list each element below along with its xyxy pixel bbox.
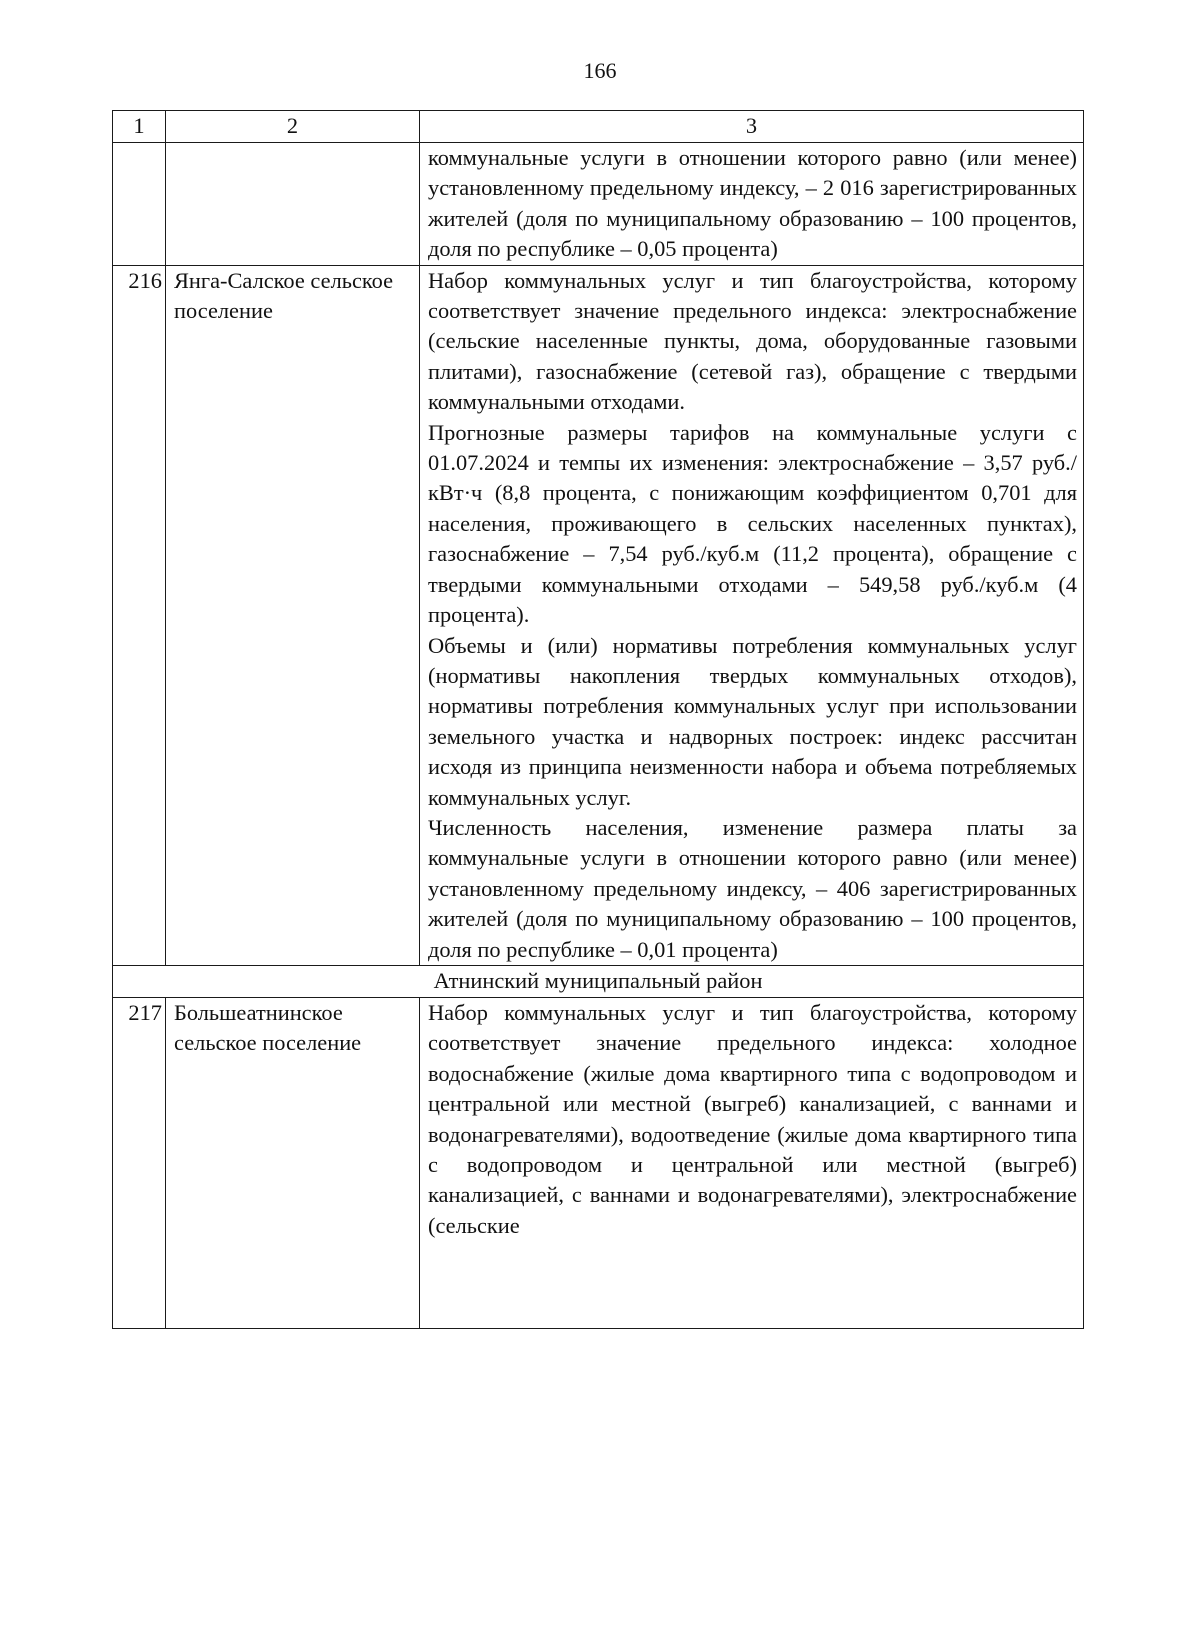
content-paragraph: коммунальные услуги в отношении которого равно (или менее) установленному предельному индексу, – 2 016 зарегистрированных жителей (доля по муниципальному образованию – 100 процентов, доля по республике – 0,05 процента) — [428, 145, 1077, 262]
header-col-2: 2 — [166, 111, 420, 143]
table-header-row — [113, 111, 1084, 143]
content-paragraph: Набор коммунальных услуг и тип благоустройства, которому соответствует значение предельного индекса: холодное водоснабжение (жилые дома квартирного типа с водопроводом и центральной или местной (выгреб) канализацией, с ваннами и водонагревателями), водоотведение (жилые дома квартирного типа с водопроводом и центральной или местной (выгреб) канализацией, с ваннами и водонагревателями), электроснабжение (сельские — [428, 999, 1077, 1238]
content-paragraph: Набор коммунальных услуг и тип благоустройства, которому соответствует значение предельного индекса: электроснабжение (сельские населенные пункты, дома, оборудованные газовыми плитами), газоснабжение (сетевой газ), обращение с твердыми коммунальными отходами. — [428, 267, 1077, 415]
row-name-cell — [166, 143, 420, 266]
table-row-217 — [113, 997, 1084, 1328]
content-paragraph: Прогнозные размеры тарифов на коммунальные услуги с 01.07.2024 и темпы их изменения: электроснабжение – 3,57 руб./кВт·ч (8,8 процента, с понижающим коэффициентом 0,701 для населения, проживающего в сельских населенных пунктах), газоснабжение – 7,54 руб./куб.м (11,2 процента), обращение с твердыми коммунальными отходами – 549,58 руб./куб.м (4 процента). — [428, 419, 1077, 628]
row-content-cell — [420, 143, 1084, 266]
settlement-name: Большеатнинское сельское поселение — [166, 997, 420, 1328]
header-col-3: 3 — [420, 111, 1084, 143]
section-title: Атнинский муниципальный район — [113, 965, 1084, 997]
row-number-cell — [113, 143, 166, 266]
header-col-1: 1 — [113, 111, 166, 143]
content-paragraph: Численность населения, изменение размера платы за коммунальные услуги в отношении которого равно (или менее) установленному предельному индексу, – 406 зарегистрированных жителей (доля по муниципальному образованию – 100 процентов, доля по республике – 0,01 процента) — [428, 814, 1077, 962]
page-number: 166 — [583, 58, 617, 83]
settlement-name: Янга-Салское сельское поселение — [166, 265, 420, 965]
table-row-216 — [113, 265, 1084, 965]
row-number: 216 — [113, 265, 166, 965]
section-row — [113, 965, 1084, 997]
row-content-cell — [420, 997, 1084, 1328]
row-content-cell — [420, 265, 1084, 965]
tariff-table — [112, 110, 1084, 1329]
content-paragraph: Объемы и (или) нормативы потребления коммунальных услуг (нормативы накопления твердых коммунальных отходов), нормативы потребления коммунальных услуг при использовании земельного участка и надворных построек: индекс рассчитан исходя из принципа неизменности набора и объема потребляемых коммунальных услуг. — [428, 632, 1077, 810]
row-number: 217 — [113, 997, 166, 1328]
table-row-continuation — [113, 143, 1084, 266]
